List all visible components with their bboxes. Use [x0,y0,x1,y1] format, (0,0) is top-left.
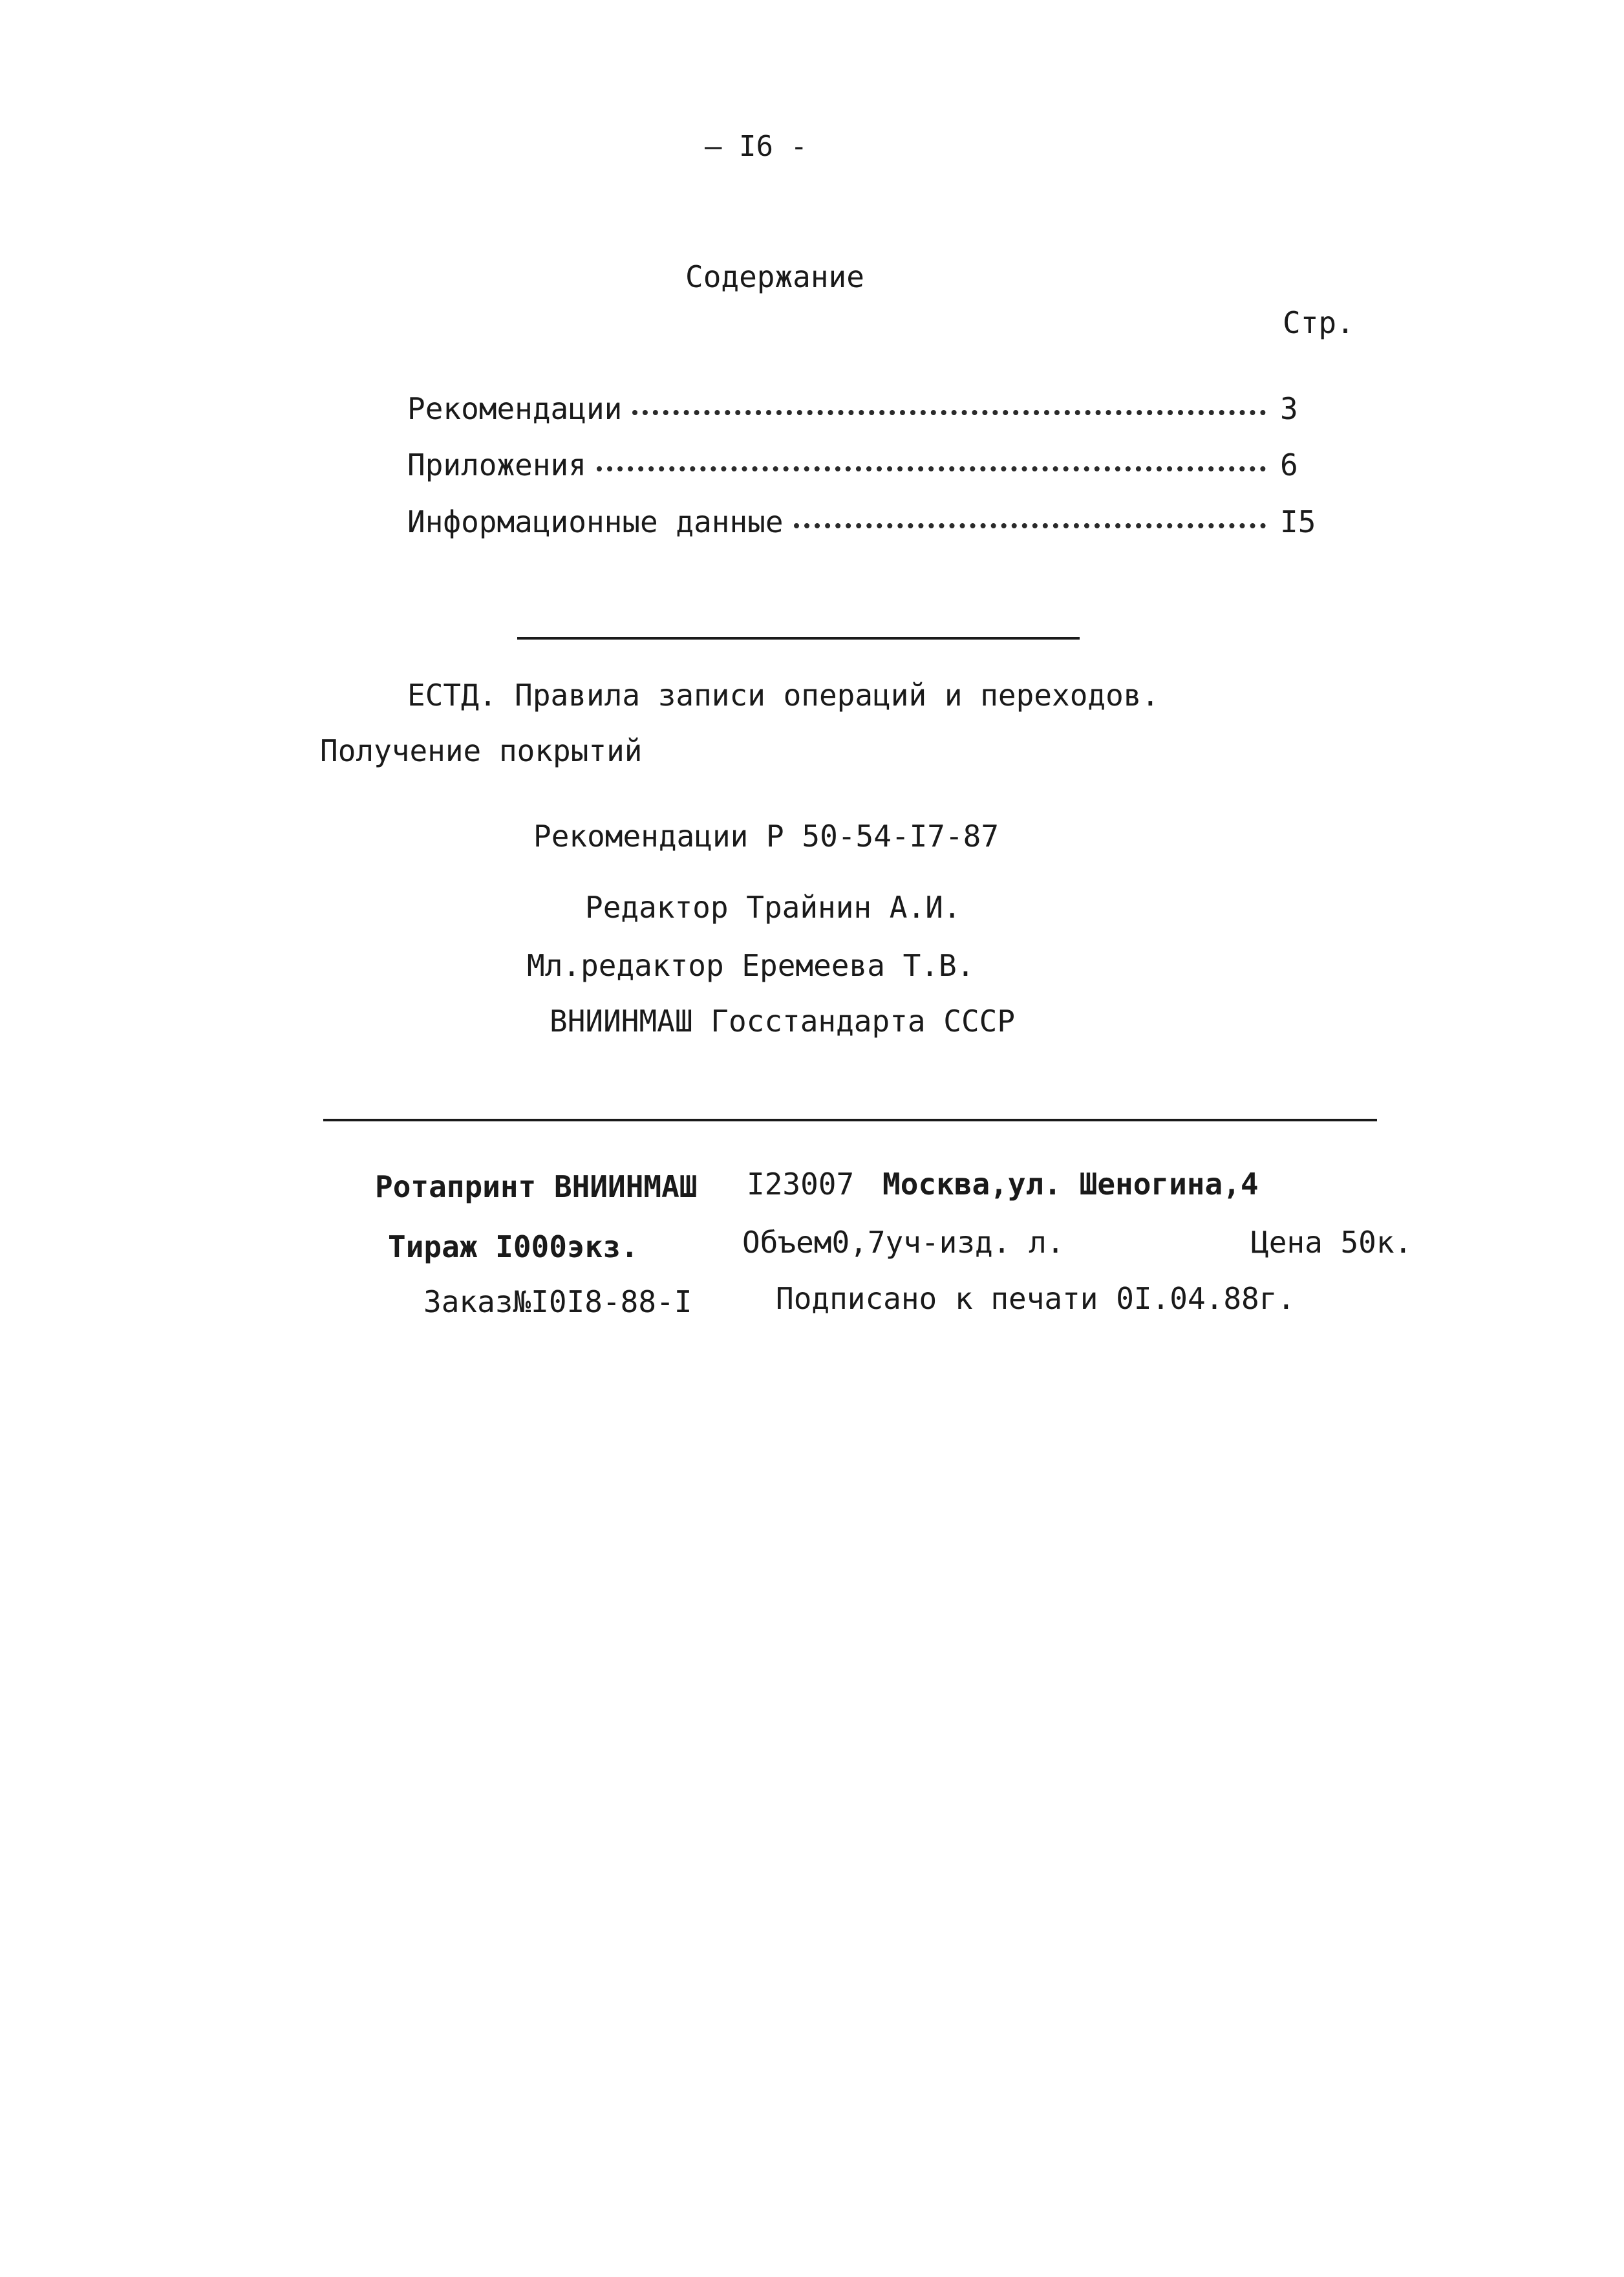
toc-title: Содержание [685,259,864,294]
imprint-circulation: Тираж I000экз. [388,1229,639,1264]
imprint-address: Москва,ул. Шеногина,4 [882,1167,1259,1202]
imprint-volume: Объем0,7уч-изд. л. [742,1225,1065,1260]
toc-entry [407,391,1319,430]
document-designation: Рекомендации Р 50-54-I7-87 [533,819,999,854]
imprint-order: Заказ№I0I8-88-I [423,1284,692,1319]
imprint-printer: Ротапринт ВНИИНМАШ [375,1169,698,1204]
toc-entry-page: 3 [1280,391,1298,426]
toc-page-header: Стр. [1283,305,1354,340]
imprint-price: Цена 50к. [1251,1225,1413,1260]
separator-rule [517,637,1080,640]
toc-leader-dots [794,523,1266,528]
toc-entry [407,504,1319,543]
separator-rule [323,1119,1377,1121]
document-title-line1: ЕСТД. Правила записи операций и переходов. [407,678,1160,713]
toc-entry-page: I5 [1280,504,1316,539]
editor: Редактор Трайнин А.И. [585,890,961,925]
toc-entry-label: Рекомендации [407,391,623,426]
toc-entry-label: Приложения [407,448,586,482]
imprint-postcode: I23007 [747,1167,855,1202]
page-number: – I6 - [705,130,807,163]
toc-entry-page: 6 [1280,448,1298,482]
imprint-signed: Подписано к печати 0I.04.88г. [776,1281,1296,1316]
junior-editor: Мл.редактор Еремеева Т.В. [527,948,975,983]
toc-leader-dots [597,466,1266,471]
toc-entry [407,448,1319,486]
toc-entry-label: Информационные данные [407,504,784,539]
document-title-line2: Получение покрытий [320,733,643,768]
organization: ВНИИНМАШ Госстандарта СССР [550,1004,1016,1039]
toc-leader-dots [632,410,1266,415]
